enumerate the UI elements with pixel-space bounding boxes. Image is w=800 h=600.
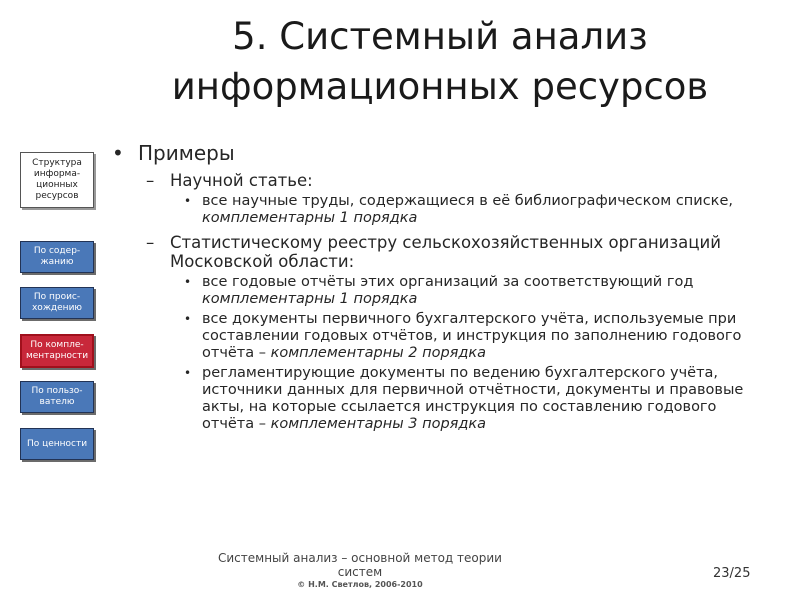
nav-by-value[interactable] — [20, 428, 94, 460]
slide-title-line2: информационных ресурсов — [171, 65, 709, 108]
reg-item3-italic: комплементарны 3 порядка — [270, 416, 487, 432]
item-registry — [108, 233, 773, 271]
nav-by-value-label: По ценности — [26, 438, 88, 449]
nav-by-content-label: По содер-жанию — [33, 246, 81, 267]
sci-article-subitem — [108, 193, 773, 227]
examples-text: Примеры — [138, 141, 235, 165]
registry-subitem-1 — [108, 274, 773, 308]
slide-title-line1: 5. Системный анализ — [232, 15, 648, 58]
bullet-examples — [108, 138, 773, 168]
page-number: 23/25 — [713, 566, 751, 581]
dash-mark: – — [146, 233, 155, 252]
footer-copyright: © Н.М. Светлов, 2006-2010 — [297, 580, 423, 589]
footer-line1: Системный анализ – основной метод теории — [218, 551, 502, 565]
slide-footer — [170, 551, 550, 590]
sub-bullet-mark: • — [184, 275, 192, 289]
nav-by-complementarity[interactable] — [20, 334, 94, 368]
registry-subitem-3 — [108, 365, 773, 433]
reg-item2-text: все документы первичного бухгалтерского учёта, используемые при составлении годовых отчётов, и инструкция по заполнению годового отчёта – — [202, 311, 742, 361]
registry-subitem-2 — [108, 311, 773, 362]
sci-item-text: все научные труды, содержащиеся в её библиографическом списке, — [202, 193, 733, 209]
nav-by-user[interactable] — [20, 381, 94, 413]
reg-item2-italic: комплементарны 2 порядка — [270, 345, 487, 361]
reg-item3-text: регламентирующие документы по ведению бухгалтерского учёта, источники данных для первичной отчётности, документы и правовые акты, на которые ссылается инструкция по составлению годового отчёта – — [202, 365, 744, 432]
slide-content — [108, 138, 773, 433]
dash-mark: – — [146, 171, 155, 190]
nav-by-user-label: По пользо-вателю — [31, 386, 83, 407]
nav-by-complementarity-label: По компле-ментарности — [25, 340, 89, 361]
nav-by-origin-label: По проис-хождению — [31, 292, 82, 313]
slide-title — [100, 12, 780, 112]
reg-item1-text: все годовые отчёты этих организаций за соответствующий год — [202, 274, 694, 290]
footer-line2: систем — [337, 565, 383, 579]
item-sci-article — [108, 171, 773, 190]
nav-by-origin[interactable] — [20, 287, 94, 319]
sub-bullet-mark: • — [184, 194, 192, 208]
nav-structure-label: Структура информа-ционных ресурсов — [32, 158, 82, 201]
nav-by-content[interactable] — [20, 241, 94, 273]
sci-article-text: Научной статье: — [170, 171, 313, 190]
sub-bullet-mark: • — [184, 312, 192, 326]
sub-bullet-mark: • — [184, 366, 192, 380]
bullet-mark: • — [112, 141, 124, 165]
sci-item-italic: комплементарны 1 порядка — [202, 210, 418, 226]
nav-structure[interactable] — [20, 152, 94, 208]
reg-item1-italic: комплементарны 1 порядка — [202, 291, 418, 307]
registry-text: Статистическому реестру сельскохозяйственных организаций Московской области: — [170, 233, 721, 271]
